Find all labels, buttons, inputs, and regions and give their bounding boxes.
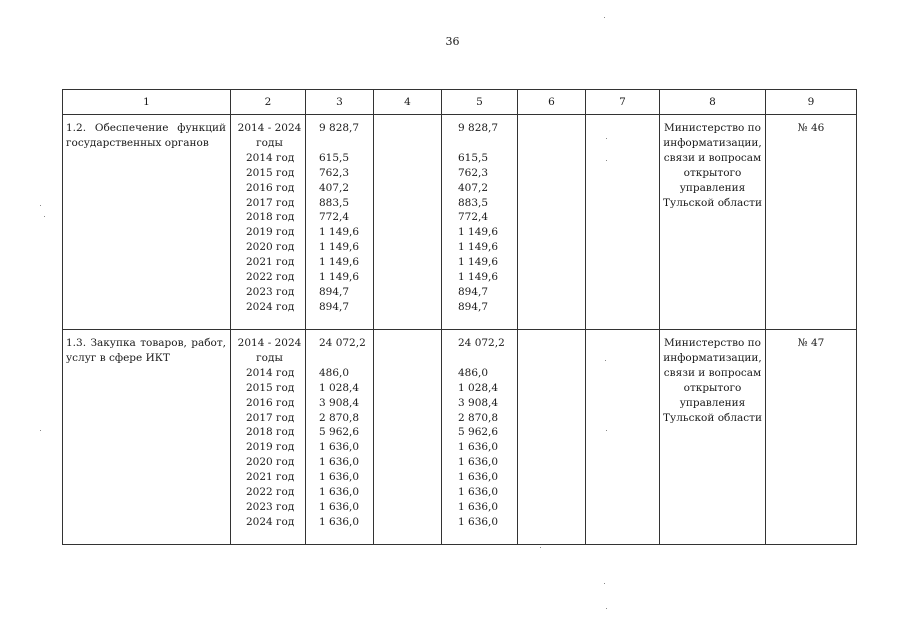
amount-value: 883,5 [458,196,489,209]
empty-cell [374,115,442,330]
empty-cell [586,330,660,545]
table-row [63,330,857,545]
amount-value: 2 870,8 [458,411,499,424]
reference-cell [766,330,857,545]
period-line: годы [256,351,283,364]
amount-total-cell [306,330,374,545]
scan-speck [44,216,45,217]
amount-value: 772,4 [458,211,489,224]
amount-value: 1 636,0 [458,441,499,454]
amount-value: 9 828,7 [458,122,499,134]
period-line: 2022 год [246,271,295,284]
column-header: 9 [766,90,857,115]
amount-value: 1 636,0 [458,456,499,469]
executor-line: открытого [683,381,742,394]
executor-line: Министерство по [664,122,761,134]
executor-line: связи и вопросам [663,366,762,379]
empty-cell [586,115,660,330]
period-line: 2017 год [246,411,295,424]
amount-regional-cell [442,330,518,545]
amount-value: 486,0 [458,366,489,379]
amount-value: 1 149,6 [319,241,360,254]
amount-value: 894,7 [319,285,350,298]
amount-value: 1 149,6 [458,241,499,254]
amount-value: 1 149,6 [319,226,360,239]
amount-value: 1 149,6 [319,256,360,269]
executor-cell [660,330,766,545]
empty-cell [518,330,586,545]
period-line: 2016 год [246,396,295,409]
period-line: 2024 год [246,515,295,528]
budget-table [62,89,857,545]
amount-value: 1 636,0 [319,500,360,513]
amount-value: 762,3 [319,166,350,179]
amount-value: 3 908,4 [458,396,499,409]
period-line: 2022 год [246,486,295,499]
scan-speck [606,160,607,161]
amount-value: 1 636,0 [319,471,360,484]
period-line: 2020 год [246,241,295,254]
amount-value: 1 149,6 [458,271,499,284]
scan-speck [605,360,606,361]
amount-value: 1 149,6 [458,226,499,239]
empty-cell [518,115,586,330]
item-name-cell [63,115,231,330]
column-header: 1 [63,90,231,115]
amount-value [319,351,373,366]
amount-value: 24 072,2 [458,337,505,349]
period-cell [231,330,306,545]
period-line: 2021 год [246,256,295,269]
amount-value: 1 636,0 [319,515,360,528]
amount-value: 1 028,4 [458,381,499,394]
period-line: годы [256,136,283,149]
executor-line: Министерство по [664,337,761,349]
scan-speck [604,583,605,584]
column-header: 2 [231,90,306,115]
amount-value: 894,7 [319,300,350,313]
period-line: 2018 год [246,211,295,224]
amount-value: 772,4 [319,211,350,224]
header-row [63,90,857,115]
scan-speck [540,547,541,548]
amount-value: 1 636,0 [458,515,499,528]
period-line: 2014 год [246,151,295,164]
scan-speck [40,430,41,431]
amount-value: 24 072,2 [319,337,366,349]
amount-value: 1 636,0 [458,471,499,484]
reference-number: № 47 [797,337,825,349]
reference-number: № 46 [797,122,825,134]
table-body [63,115,857,545]
period-line: 2018 год [246,426,295,439]
amount-value: 894,7 [458,285,489,298]
period-line: 2015 год [246,381,295,394]
amount-regional-cell [442,115,518,330]
amount-value: 615,5 [458,151,489,164]
executor-line: управления [679,396,746,409]
amount-value: 1 636,0 [319,441,360,454]
period-line: 2024 год [246,300,295,313]
amount-value: 1 636,0 [458,486,499,499]
amount-value: 1 636,0 [319,456,360,469]
amount-value: 3 908,4 [319,396,360,409]
amount-value [319,136,373,151]
scan-speck [604,17,605,18]
scan-speck [606,608,607,609]
period-line: 2016 год [246,181,295,194]
amount-value: 1 149,6 [458,256,499,269]
amount-value: 486,0 [319,366,350,379]
amount-value: 5 962,6 [458,426,499,439]
period-line: 2014 год [246,366,295,379]
executor-line: открытого [683,166,742,179]
amount-value: 1 028,4 [319,381,360,394]
period-line: 2023 год [246,500,295,513]
executor-line: Тульской области [663,196,762,209]
executor-line: Тульской области [663,411,762,424]
column-header: 5 [442,90,518,115]
column-header: 6 [518,90,586,115]
executor-cell [660,115,766,330]
item-name: 1.3. Закупка товаров, работ, услуг в сфере ИКТ [66,337,226,364]
period-line: 2017 год [246,196,295,209]
amount-value [458,136,517,151]
period-cell [231,115,306,330]
amount-value: 883,5 [319,196,350,209]
amount-value: 1 149,6 [319,271,360,284]
column-header: 3 [306,90,374,115]
column-header: 4 [374,90,442,115]
executor-line: связи и вопросам [663,151,762,164]
period-line: 2023 год [246,285,295,298]
item-name-cell [63,330,231,545]
scan-speck [40,205,41,206]
amount-value: 1 636,0 [319,486,360,499]
period-line: 2019 год [246,226,295,239]
period-line: 2019 год [246,441,295,454]
amount-value: 407,2 [458,181,489,194]
amount-value [458,351,517,366]
executor-line: информатизации, [663,136,762,149]
table-row [63,115,857,330]
period-line: 2014 - 2024 [237,122,302,134]
executor-line: информатизации, [663,351,762,364]
column-header: 7 [586,90,660,115]
scan-speck [606,138,607,139]
amount-value: 5 962,6 [319,426,360,439]
amount-value: 762,3 [458,166,489,179]
period-line: 2020 год [246,456,295,469]
reference-cell [766,115,857,330]
amount-value: 894,7 [458,300,489,313]
item-name: 1.2. Обеспечение функций государственных органов [66,122,226,149]
period-line: 2014 - 2024 [237,337,302,349]
page-number: 36 [445,35,460,48]
amount-value: 615,5 [319,151,350,164]
period-line: 2021 год [246,471,295,484]
empty-cell [374,330,442,545]
column-header: 8 [660,90,766,115]
amount-value: 9 828,7 [319,122,360,134]
amount-value: 2 870,8 [319,411,360,424]
period-line: 2015 год [246,166,295,179]
executor-line: управления [679,181,746,194]
amount-value: 1 636,0 [458,500,499,513]
scan-speck [606,430,607,431]
amount-value: 407,2 [319,181,350,194]
amount-total-cell [306,115,374,330]
